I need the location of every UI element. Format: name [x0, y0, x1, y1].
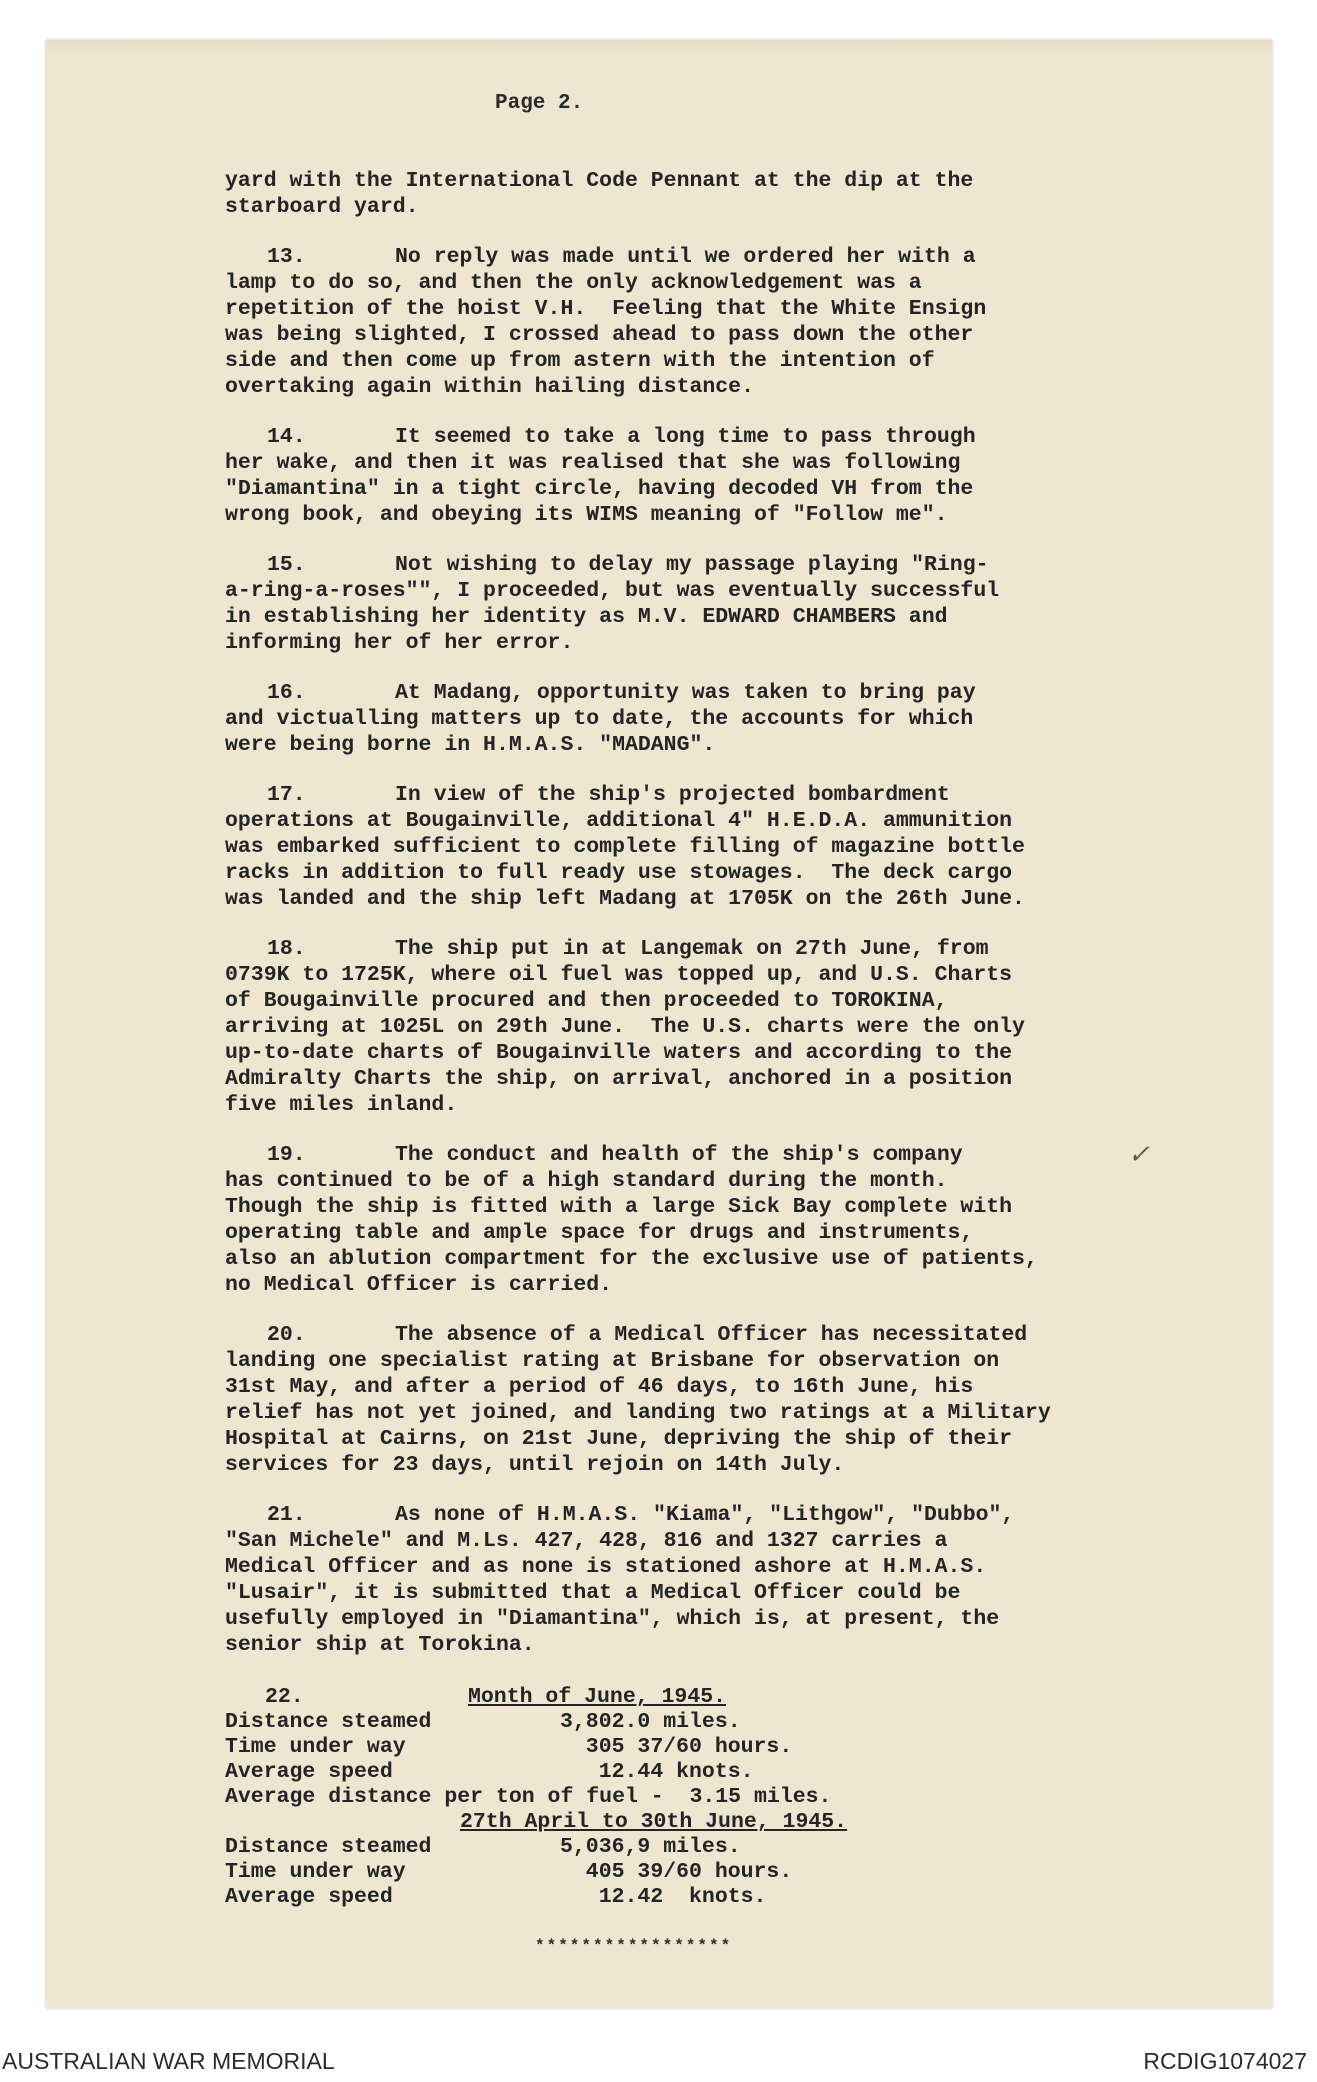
- text-line: [225, 1142, 1185, 1168]
- text-line: also an ablution compartment for the exclusive use of patients,: [225, 1247, 1038, 1271]
- handwritten-mark: ✓: [1128, 1140, 1150, 1170]
- text-line: overtaking again within hailing distance.: [225, 375, 754, 399]
- text-line: usefully employed in "Diamantina", which is, at present, the: [225, 1607, 1000, 1631]
- text-line: [225, 782, 1185, 808]
- paragraph-text: No reply was made until we ordered her with a: [395, 245, 976, 269]
- statistics-section: [225, 1684, 1185, 1909]
- text-line: landing one specialist rating at Brisbane for observation on: [225, 1349, 1000, 1373]
- period-heading-row: [225, 1809, 1185, 1834]
- text-line: "Diamantina" in a tight circle, having decoded VH from the: [225, 477, 974, 501]
- text-line: a-ring-a-roses"", I proceeded, but was eventually successful: [225, 579, 1000, 603]
- paragraph-number: 14.: [267, 425, 306, 449]
- paragraph-text: As none of H.M.A.S. "Kiama", "Lithgow", "Dubbo",: [395, 1503, 1015, 1527]
- text-line: operations at Bougainville, additional 4" H.E.D.A. ammunition: [225, 809, 1013, 833]
- fuel-text: Average distance per ton of fuel - 3.15 miles.: [225, 1785, 832, 1809]
- paragraph-text: It seemed to take a long time to pass through: [395, 425, 976, 449]
- stat-row: [225, 1859, 1185, 1884]
- text-line: was being slighted, I crossed ahead to pass down the other: [225, 323, 974, 347]
- text-line: informing her of her error.: [225, 631, 574, 655]
- paragraph-number: 19.: [267, 1143, 306, 1167]
- paper-edge: [46, 40, 1272, 54]
- text-line: was embarked sufficient to complete filling of magazine bottle: [225, 835, 1025, 859]
- stat-label: Distance steamed: [225, 1710, 432, 1734]
- paragraph-text: In view of the ship's projected bombardment: [395, 783, 950, 807]
- stat-label: Time under way: [225, 1735, 406, 1759]
- period-heading: 27th April to 30th June, 1945.: [460, 1810, 848, 1834]
- text-line: was landed and the ship left Madang at 1705K on the 26th June.: [225, 887, 1025, 911]
- paragraph-list: [225, 244, 1185, 1658]
- period-stats: [225, 1834, 1185, 1909]
- paragraph-number: 22.: [265, 1685, 304, 1709]
- text-line: arriving at 1025L on 29th June. The U.S. charts were the only: [225, 1015, 1025, 1039]
- text-line: senior ship at Torokina.: [225, 1633, 535, 1657]
- text-line: her wake, and then it was realised that she was following: [225, 451, 961, 475]
- page-number: Page 2.: [495, 92, 584, 115]
- text-line: starboard yard.: [225, 195, 419, 219]
- text-line: has continued to be of a high standard during the month.: [225, 1169, 948, 1193]
- text-line: [225, 424, 1185, 450]
- footer-right: RCDIG1074027: [1143, 2048, 1307, 2074]
- paragraph-number: 16.: [267, 681, 306, 705]
- text-line: racks in addition to full ready use stowages. The deck cargo: [225, 861, 1013, 885]
- document-body: [225, 168, 1185, 1909]
- text-line: no Medical Officer is carried.: [225, 1273, 613, 1297]
- intro-text: [225, 168, 1185, 220]
- stat-value: 12.42 knots.: [560, 1885, 767, 1909]
- numbered-paragraph: [225, 1322, 1185, 1478]
- paragraph-number: 15.: [267, 553, 306, 577]
- stat-value: 3,802.0 miles.: [560, 1710, 741, 1734]
- june-stats: [225, 1709, 1185, 1784]
- text-line: were being borne in H.M.A.S. "MADANG".: [225, 733, 716, 757]
- text-line: "Lusair", it is submitted that a Medical Officer could be: [225, 1581, 961, 1605]
- numbered-paragraph: [225, 1502, 1185, 1658]
- paragraph-number: 21.: [267, 1503, 306, 1527]
- text-line: services for 23 days, until rejoin on 14th July.: [225, 1453, 845, 1477]
- stat-row: [225, 1734, 1185, 1759]
- numbered-paragraph: [225, 1142, 1185, 1298]
- paragraph-number: 13.: [267, 245, 306, 269]
- stat-label: Average speed: [225, 1885, 393, 1909]
- paragraph-text: The conduct and health of the ship's company: [395, 1143, 963, 1167]
- end-mark: *****************: [535, 1937, 733, 1955]
- paragraph-text: The absence of a Medical Officer has necessitated: [395, 1323, 1028, 1347]
- numbered-paragraph: [225, 936, 1185, 1118]
- text-line: [225, 1322, 1185, 1348]
- june-heading: Month of June, 1945.: [468, 1685, 727, 1709]
- stat-label: Time under way: [225, 1860, 406, 1884]
- paragraph-number: 17.: [267, 783, 306, 807]
- text-line: [225, 244, 1185, 270]
- text-line: and victualling matters up to date, the accounts for which: [225, 707, 974, 731]
- text-line: in establishing her identity as M.V. EDWARD CHAMBERS and: [225, 605, 948, 629]
- text-line: five miles inland.: [225, 1093, 458, 1117]
- numbered-paragraph: [225, 782, 1185, 912]
- paragraph-text: At Madang, opportunity was taken to bring pay: [395, 681, 976, 705]
- numbered-paragraph: [225, 424, 1185, 528]
- stat-value: 5,036,9 miles.: [560, 1835, 741, 1859]
- text-line: "San Michele" and M.Ls. 427, 428, 816 and 1327 carries a: [225, 1529, 948, 1553]
- june-heading-row: [225, 1684, 1185, 1709]
- text-line: 0739K to 1725K, where oil fuel was topped up, and U.S. Charts: [225, 963, 1013, 987]
- text-line: Hospital at Cairns, on 21st June, depriving the ship of their: [225, 1427, 1013, 1451]
- stat-row: [225, 1709, 1185, 1734]
- text-line: [225, 1502, 1185, 1528]
- stat-label: Distance steamed: [225, 1835, 432, 1859]
- paragraph-number: 20.: [267, 1323, 306, 1347]
- text-line: 31st May, and after a period of 46 days, to 16th June, his: [225, 1375, 974, 1399]
- numbered-paragraph: [225, 244, 1185, 400]
- text-line: wrong book, and obeying its WIMS meaning of "Follow me".: [225, 503, 948, 527]
- paragraph-text: Not wishing to delay my passage playing "Ring-: [395, 553, 989, 577]
- stat-row: [225, 1759, 1185, 1784]
- stat-value: 305 37/60 hours.: [560, 1735, 793, 1759]
- text-line: operating table and ample space for drugs and instruments,: [225, 1221, 974, 1245]
- text-line: of Bougainville procured and then proceeded to TOROKINA,: [225, 989, 948, 1013]
- text-line: side and then come up from astern with the intention of: [225, 349, 935, 373]
- stat-row: [225, 1884, 1185, 1909]
- stat-value: 405 39/60 hours.: [560, 1860, 793, 1884]
- text-line: relief has not yet joined, and landing two ratings at a Military: [225, 1401, 1051, 1425]
- stat-value: 12.44 knots.: [560, 1760, 754, 1784]
- stat-label: Average speed: [225, 1760, 393, 1784]
- text-line: [225, 936, 1185, 962]
- text-line: [225, 552, 1185, 578]
- text-line: lamp to do so, and then the only acknowledgement was a: [225, 271, 922, 295]
- text-line: yard with the International Code Pennant at the dip at the: [225, 169, 974, 193]
- text-line: Admiralty Charts the ship, on arrival, anchored in a position: [225, 1067, 1013, 1091]
- stat-row: [225, 1834, 1185, 1859]
- footer-bar: [0, 2038, 1317, 2082]
- fuel-row: [225, 1784, 1185, 1809]
- text-line: up-to-date charts of Bougainville waters and according to the: [225, 1041, 1013, 1065]
- text-line: [225, 680, 1185, 706]
- footer-left: AUSTRALIAN WAR MEMORIAL: [2, 2048, 335, 2074]
- text-line: repetition of the hoist V.H. Feeling that the White Ensign: [225, 297, 987, 321]
- text-line: Medical Officer and as none is stationed ashore at H.M.A.S.: [225, 1555, 987, 1579]
- paragraph-number: 18.: [267, 937, 306, 961]
- numbered-paragraph: [225, 680, 1185, 758]
- text-line: Though the ship is fitted with a large Sick Bay complete with: [225, 1195, 1013, 1219]
- numbered-paragraph: [225, 552, 1185, 656]
- paragraph-text: The ship put in at Langemak on 27th June, from: [395, 937, 989, 961]
